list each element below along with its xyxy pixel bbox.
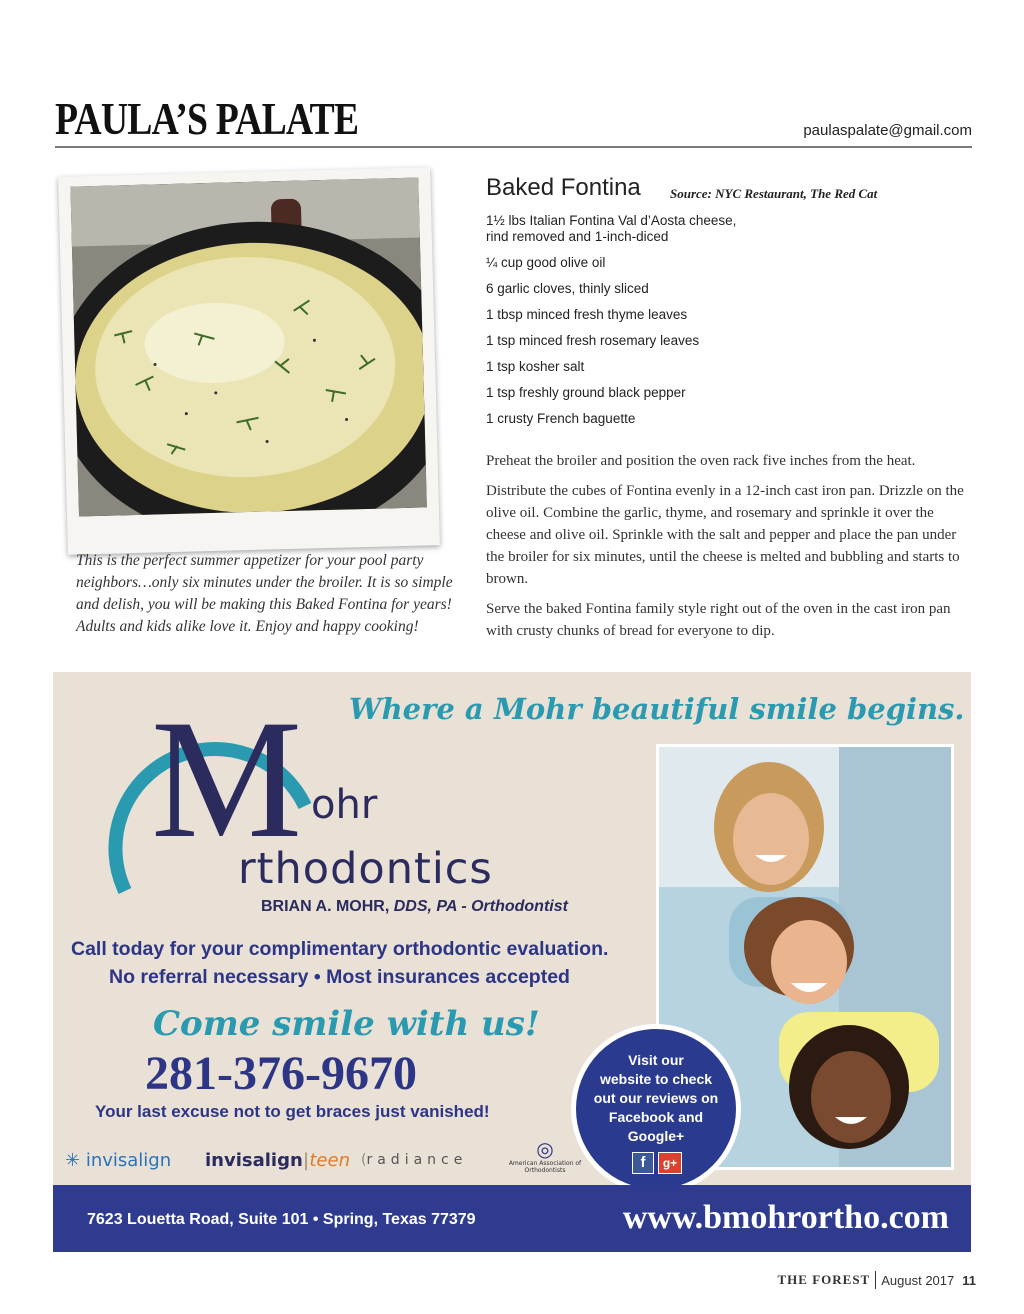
- invisalign-label: invisalign: [85, 1150, 172, 1171]
- aao-emblem-icon: ◎: [536, 1137, 554, 1161]
- website-link[interactable]: www.bmohrortho.com: [622, 1199, 949, 1236]
- caption-line: neighbors…only six minutes under the broiler. It is so simple: [76, 574, 453, 591]
- google-plus-icon[interactable]: g+: [658, 1152, 682, 1174]
- ingredient-item: 1 tsp minced fresh rosemary leaves: [486, 333, 700, 348]
- come-smile-text: Come smile with us!: [153, 1004, 540, 1044]
- direction-step: Distribute the cubes of Fontina evenly in a 12-inch cast iron pan. Drizzle on the olive oil. Combine the garlic, thyme, and rosemary and sprinkle it over the cheese and olive oil. Sprinkle with the salt and pepper and place the pan under the broiler for six minutes, until the cheese is melted and bubbling and starts to brown.: [486, 483, 964, 587]
- ingredient-list: [486, 213, 956, 437]
- caption-line: Adults and kids alike love it. Enjoy and happy cooking!: [76, 618, 419, 635]
- ingredient-item: 1 tsp freshly ground black pepper: [486, 385, 686, 400]
- recipe-directions: [486, 450, 972, 650]
- direction-step: Serve the baked Fontina family style right out of the oven in the cast iron pan with crusty chunks of bread for everyone to dip.: [486, 601, 951, 639]
- ingredient-item: 6 garlic cloves, thinly sliced: [486, 281, 649, 296]
- radiance-logo: [361, 1152, 467, 1168]
- caption-line: This is the perfect summer appetizer for your pool party: [76, 552, 424, 569]
- ingredient-item: 1 tsp kosher salt: [486, 359, 585, 374]
- badge-line: out our reviews on: [593, 1090, 719, 1106]
- reviews-badge[interactable]: [571, 1024, 741, 1194]
- footer-divider: [875, 1271, 876, 1289]
- ad-tagline: Where a Mohr beautiful smile begins.: [349, 692, 965, 726]
- doctor-title: DDS, PA - Orthodontist: [393, 898, 568, 915]
- email-address[interactable]: paulaspalate@gmail.com: [803, 122, 972, 139]
- issue-date: August 2017: [881, 1272, 955, 1288]
- logo-rthodontics: rthodontics: [238, 844, 493, 894]
- call-to-action-line2: No referral necessary • Most insurances accepted: [109, 966, 570, 988]
- social-icons: [628, 1152, 688, 1174]
- caption-line: and delish, you will be making this Baked Fontina for years!: [76, 596, 452, 613]
- aao-logo: [505, 1138, 585, 1174]
- ingredient-item: 1 crusty French baguette: [486, 411, 636, 426]
- ingredient-item: ¼ cup good olive oil: [486, 255, 606, 270]
- photo-caption: [76, 550, 466, 638]
- doctor-name-text: BRIAN A. MOHR,: [261, 898, 390, 915]
- page-number: 11: [962, 1272, 976, 1288]
- recipe-title: Baked Fontina: [486, 174, 641, 201]
- logo-ohr: ohr: [311, 782, 378, 828]
- badge-line: Facebook and: [608, 1109, 704, 1125]
- doctor-name: [261, 898, 568, 916]
- baked-fontina-photo: [70, 178, 427, 517]
- badge-line: Google+: [627, 1128, 685, 1144]
- teen-label: teen: [309, 1150, 350, 1171]
- facebook-icon[interactable]: f: [632, 1152, 654, 1174]
- contact-bar: [53, 1185, 971, 1252]
- logo-letter-m: M: [151, 686, 303, 873]
- badge-line: website to check: [599, 1071, 713, 1087]
- recipe-source: Source: NYC Restaurant, The Red Cat: [670, 186, 878, 201]
- braces-excuse-text: Your last excuse not to get braces just vanished!: [95, 1102, 490, 1121]
- invisalign-teen-label: invisalign: [205, 1150, 303, 1171]
- aao-label: American Association of Orthodontists: [508, 1160, 582, 1174]
- radiance-label: radiance: [366, 1152, 468, 1168]
- ingredient-item: 1½ lbs Italian Fontina Val d’Aosta cheese,: [486, 213, 737, 228]
- radiance-arc-icon: (: [361, 1152, 367, 1168]
- invisalign-teen-logo: invisalign|teen: [205, 1150, 350, 1171]
- badge-line: Visit our: [628, 1052, 684, 1068]
- orthodontics-ad[interactable]: [53, 672, 971, 1252]
- brand-logos: [65, 1137, 585, 1180]
- direction-step: Preheat the broiler and position the oven rack five inches from the heat.: [486, 453, 916, 469]
- invisalign-star-icon: ✳: [65, 1150, 81, 1171]
- recipe-photo-frame: [58, 167, 440, 555]
- ingredient-item: 1 tbsp minced fresh thyme leaves: [486, 307, 688, 322]
- call-to-action-line1: Call today for your complimentary orthodontic evaluation.: [71, 938, 609, 960]
- page-title: PAULA’S PALATE: [55, 93, 359, 144]
- header-rule: [55, 146, 972, 148]
- invisalign-logo: [65, 1150, 171, 1171]
- publication-name: THE FOREST: [777, 1272, 871, 1287]
- ingredient-item: rind removed and 1-inch-diced: [486, 229, 669, 244]
- phone-number[interactable]: 281-376-9670: [145, 1047, 417, 1100]
- office-address: 7623 Louetta Road, Suite 101 • Spring, Texas 77379: [87, 1211, 476, 1228]
- page-footer: [778, 1271, 976, 1289]
